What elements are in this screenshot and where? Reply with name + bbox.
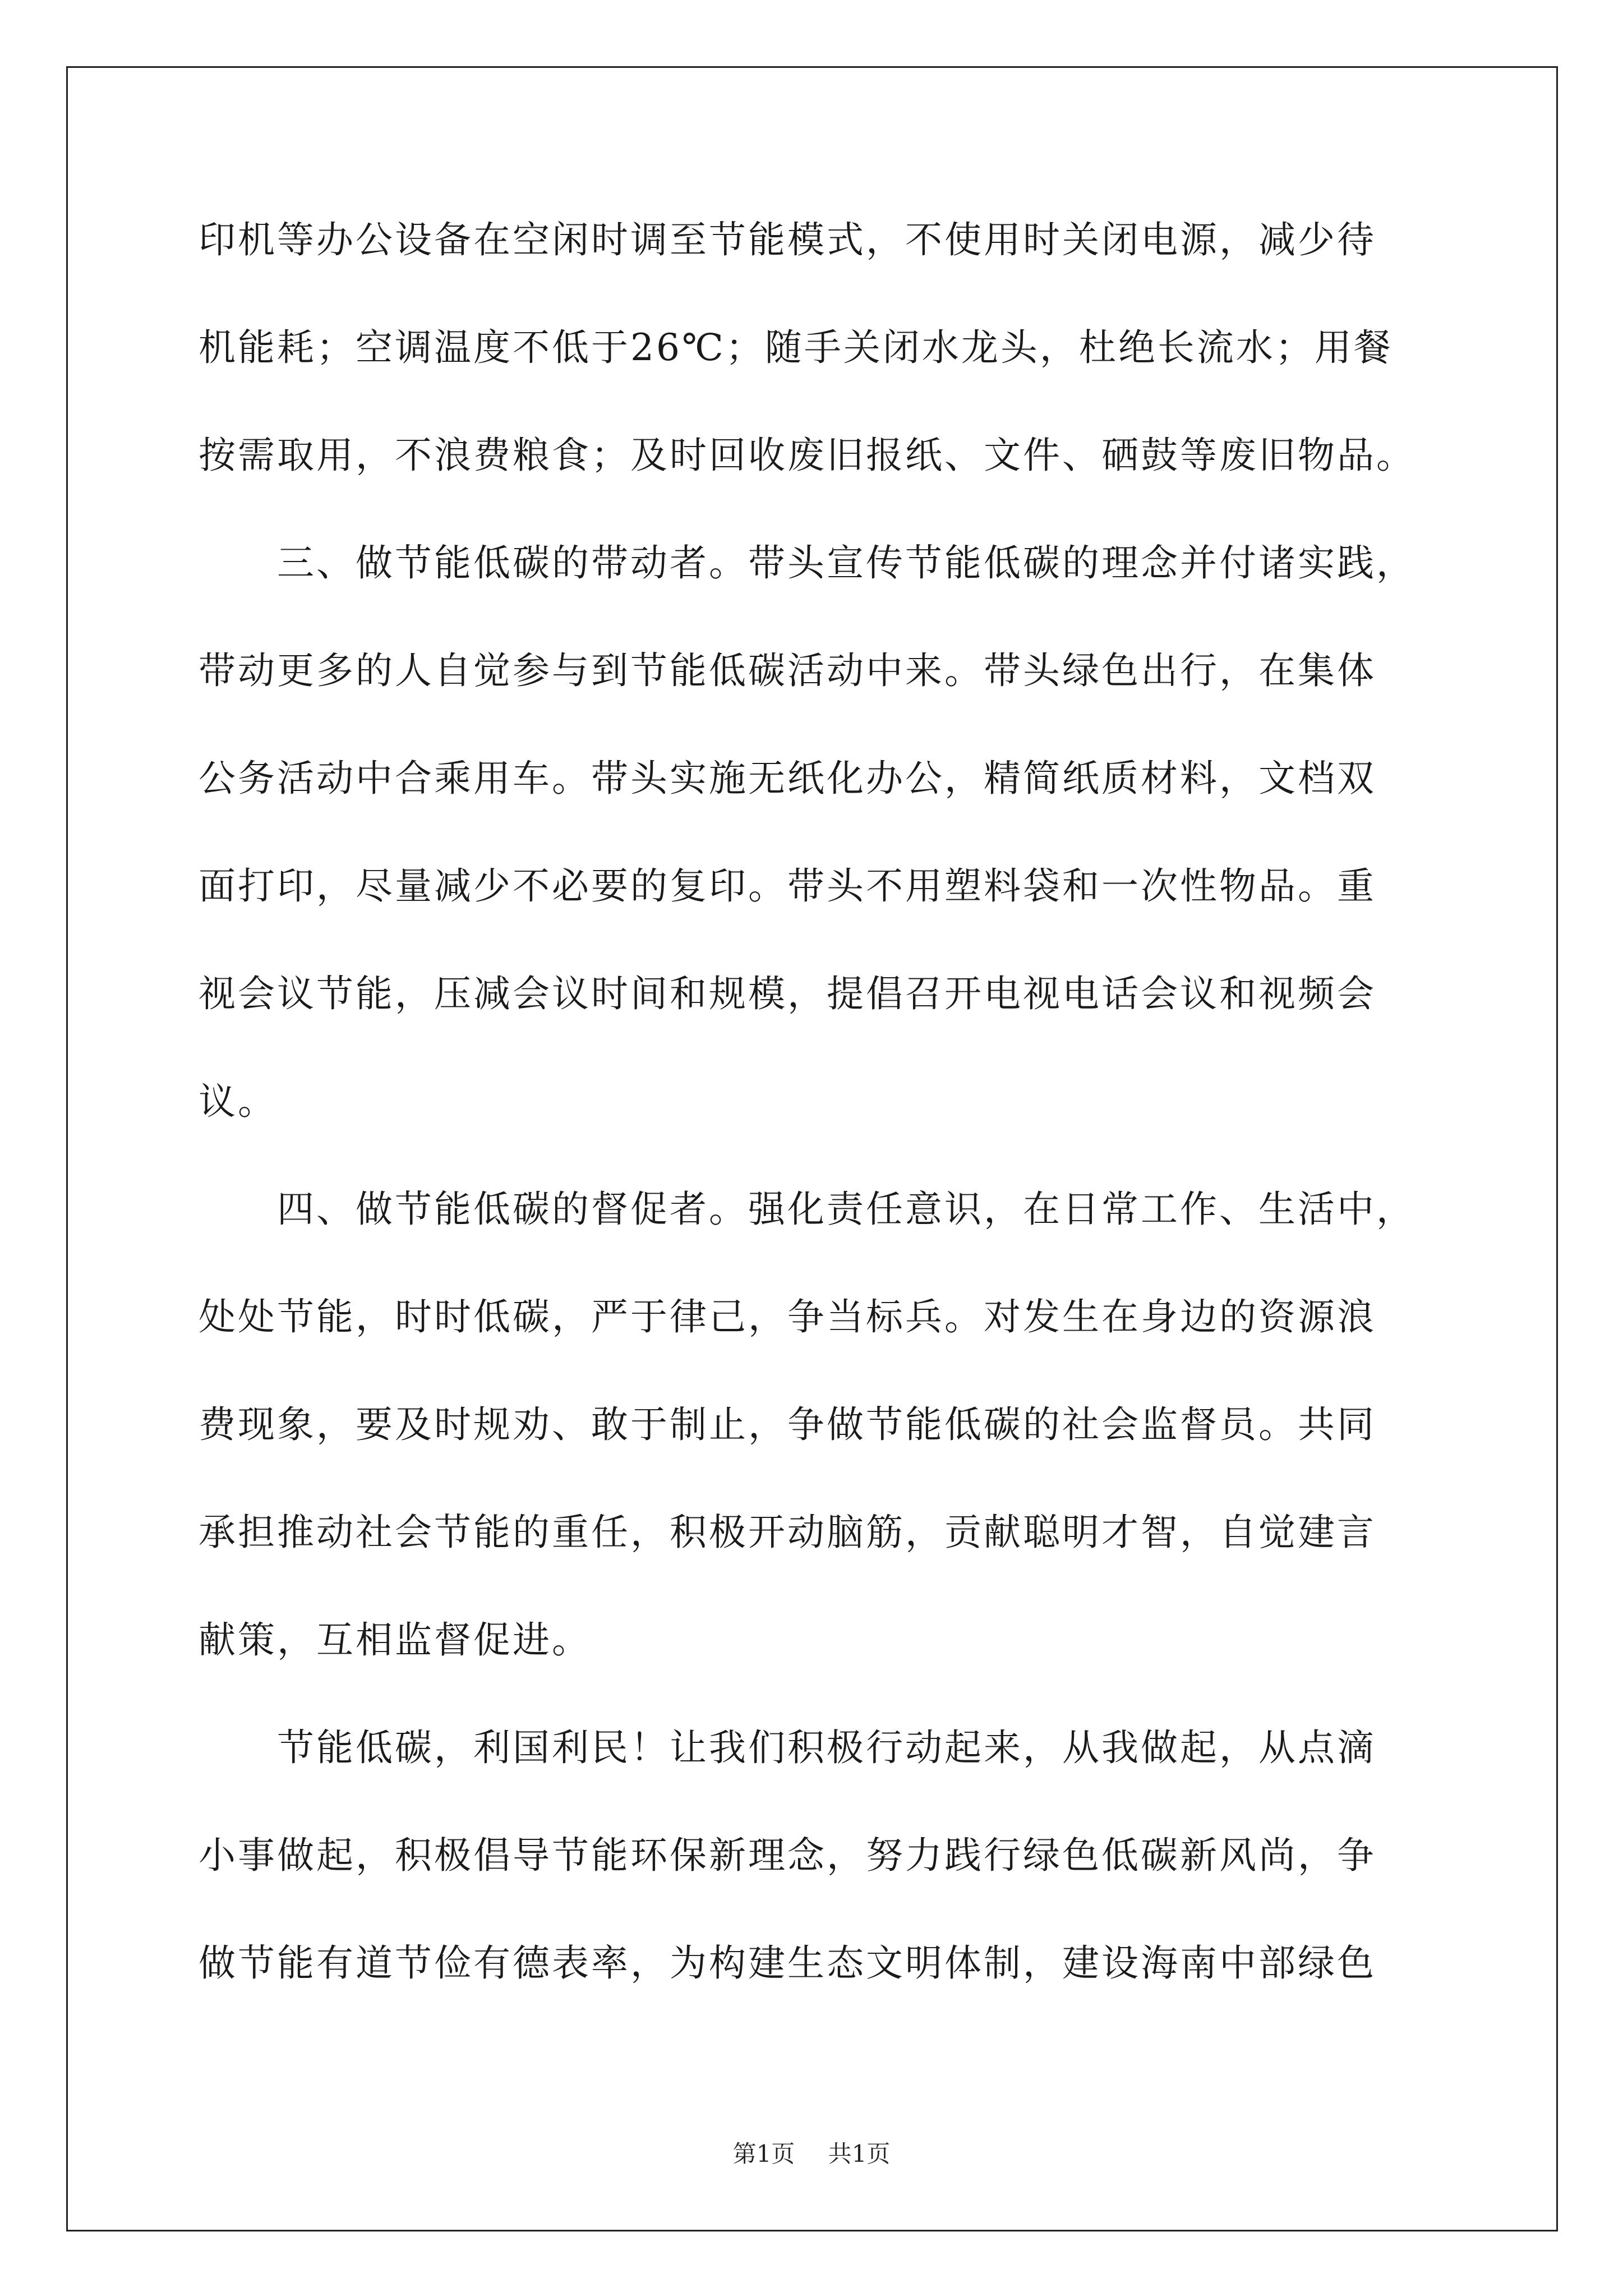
text-line: 承担推动社会节能的重任，积极开动脑筋，贡献聪明才智，自觉建言 (199, 1511, 1376, 1554)
page-footer (0, 2138, 1623, 2170)
text-line: 四、做节能低碳的督促者。强化责任意识，在日常工作、生活中， (199, 1188, 1415, 1231)
text-line: 议。 (199, 1080, 277, 1123)
document-body (199, 213, 1432, 2044)
text-line: 视会议节能，压减会议时间和规模，提倡召开电视电话会议和视频会 (199, 972, 1376, 1015)
text-line: 印机等办公设备在空闲时调至节能模式，不使用时关闭电源，减少待 (199, 218, 1376, 261)
text-line: 节能低碳，利国利民！让我们积极行动起来，从我做起，从点滴 (199, 1726, 1376, 1769)
text-line: 献策，互相监督促进。 (199, 1618, 591, 1662)
page-total: 共1页 (828, 2140, 891, 2168)
text-line: 处处节能，时时低碳，严于律己，争当标兵。对发生在身边的资源浪 (199, 1295, 1376, 1338)
text-line: 费现象，要及时规劝、敢于制止，争做节能低碳的社会监督员。共同 (199, 1403, 1376, 1446)
text-line: 小事做起，积极倡导节能环保新理念，努力践行绿色低碳新风尚，争 (199, 1834, 1376, 1877)
text-line: 做节能有道节俭有德表率，为构建生态文明体制，建设海南中部绿色 (199, 1941, 1376, 1985)
text-line: 三、做节能低碳的带动者。带头宣传节能低碳的理念并付诸实践， (199, 541, 1415, 585)
page-number: 第1页 (732, 2140, 795, 2168)
text-line: 面打印，尽量减少不必要的复印。带头不用塑料袋和一次性物品。重 (199, 864, 1376, 908)
text-line: 按需取用，不浪费粮食；及时回收废旧报纸、文件、硒鼓等废旧物品。 (199, 434, 1415, 477)
text-line: 公务活动中合乘用车。带头实施无纸化办公，精简纸质材料，文档双 (199, 757, 1376, 800)
text-line: 带动更多的人自觉参与到节能低碳活动中来。带头绿色出行，在集体 (199, 649, 1376, 692)
text-line: 机能耗；空调温度不低于26℃；随手关闭水龙头，杜绝长流水；用餐 (199, 326, 1393, 369)
